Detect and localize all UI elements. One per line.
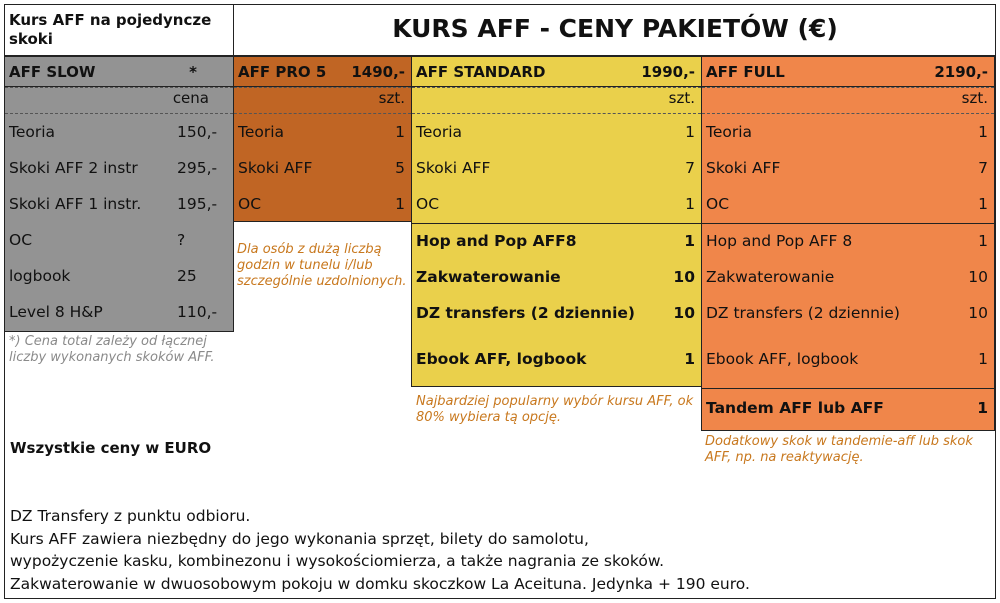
- list-item: [702, 117, 994, 147]
- list-item: [5, 153, 233, 183]
- package-aff-pro-5: [233, 56, 412, 222]
- pro5-note: Dla osób z dużą liczbą godzin w tunelu i/lub szczególnie uzdolnionych.: [237, 242, 407, 289]
- list-item: [702, 262, 994, 292]
- item-value: 1: [395, 123, 405, 141]
- item-label: OC: [706, 195, 730, 213]
- item-value: 195,-: [177, 195, 218, 213]
- item-label: Skoki AFF: [238, 159, 313, 177]
- item-label: Ebook AFF, logbook: [706, 350, 859, 368]
- standard-note: Najbardziej popularny wybór kursu AFF, ok 80% wybiera tą opcję.: [416, 394, 694, 425]
- list-item: [5, 297, 233, 327]
- list-item: [702, 226, 994, 256]
- item-value: 10: [673, 268, 695, 286]
- list-item: [5, 117, 233, 147]
- item-label: Teoria: [238, 123, 285, 141]
- item-value: 1: [685, 195, 695, 213]
- list-item: [702, 344, 994, 374]
- list-item: [412, 344, 701, 374]
- item-label: OC: [9, 231, 33, 249]
- item-value: 1: [978, 232, 988, 250]
- dashed-divider: [5, 113, 233, 114]
- list-item: [412, 262, 701, 292]
- item-label: DZ transfers (2 dziennie): [416, 304, 635, 322]
- list-item: [412, 298, 701, 328]
- list-item: [412, 226, 701, 256]
- item-label: logbook: [9, 267, 71, 285]
- item-value: 25: [177, 267, 197, 285]
- item-label: Zakwaterowanie: [706, 268, 835, 286]
- item-label: Teoria: [706, 123, 753, 141]
- section-divider: [412, 223, 701, 224]
- item-value: 150,-: [177, 123, 218, 141]
- item-label: Teoria: [416, 123, 463, 141]
- list-item: [702, 298, 994, 328]
- package-header: [234, 57, 411, 87]
- package-price: 1490,-: [351, 62, 405, 81]
- item-value: 10: [673, 304, 695, 322]
- package-name: AFF SLOW: [9, 62, 96, 81]
- list-item: [412, 153, 701, 183]
- list-item: [5, 189, 233, 219]
- list-item: [702, 153, 994, 183]
- column-unit: cena: [172, 89, 209, 107]
- item-label: Zakwaterowanie: [416, 268, 561, 286]
- item-value: 1: [978, 350, 988, 368]
- item-value: 1: [978, 123, 988, 141]
- dashed-divider: [702, 113, 994, 114]
- column-unit: szt.: [668, 89, 695, 107]
- package-price: 2190,-: [934, 62, 988, 81]
- item-label: Skoki AFF: [416, 159, 491, 177]
- column-unit: szt.: [378, 89, 405, 107]
- package-name: AFF PRO 5: [238, 62, 327, 81]
- item-value: 295,-: [177, 159, 218, 177]
- left-title: Kurs AFF na pojedyncze skoki: [9, 11, 212, 48]
- item-label: Level 8 H&P: [9, 303, 103, 321]
- list-item: [412, 189, 701, 219]
- item-value: 7: [685, 159, 695, 177]
- item-value: 1: [684, 232, 695, 250]
- item-label: Skoki AFF: [706, 159, 781, 177]
- list-item: [702, 189, 994, 219]
- footer-line: DZ Transfery z punktu odbioru.: [10, 507, 251, 525]
- item-value: 1: [395, 195, 405, 213]
- item-label: Skoki AFF 2 instr: [9, 159, 138, 177]
- item-value: 1: [977, 399, 988, 417]
- list-item: [234, 153, 411, 183]
- footer-line: wypożyczenie kasku, kombinezonu i wysokościomierza, a także nagrania ze skoków.: [10, 552, 664, 570]
- package-header: [5, 57, 233, 87]
- list-item: [5, 225, 233, 255]
- package-price: 1990,-: [641, 62, 695, 81]
- footer-line: Kurs AFF zawiera niezbędny do jego wykonania sprzęt, bilety do samolotu,: [10, 529, 589, 548]
- item-label: Ebook AFF, logbook: [416, 350, 587, 368]
- package-header: [412, 57, 701, 87]
- column-unit: szt.: [961, 89, 988, 107]
- item-value: ?: [177, 231, 186, 249]
- item-value: 5: [395, 159, 405, 177]
- item-label: Tandem AFF lub AFF: [706, 399, 884, 417]
- list-item: [5, 261, 233, 291]
- full-note: Dodatkowy skok w tandemie-aff lub skok AFF, np. na reaktywację.: [705, 434, 973, 465]
- package-aff-slow: [4, 56, 234, 332]
- package-name: AFF FULL: [706, 62, 785, 81]
- item-value: 1: [685, 123, 695, 141]
- list-item: [234, 117, 411, 147]
- item-value: 1: [684, 350, 695, 368]
- dashed-divider: [234, 87, 411, 88]
- list-item: [234, 189, 411, 219]
- package-aff-standard: [411, 56, 702, 387]
- item-label: Hop and Pop AFF 8: [706, 232, 853, 250]
- item-value: 1: [978, 195, 988, 213]
- dashed-divider: [412, 87, 701, 88]
- footnote-mark: *: [189, 62, 197, 81]
- dashed-divider: [234, 113, 411, 114]
- slow-footnote: *) Cena total zależy od łącznej liczby wykonanych skoków AFF.: [9, 334, 215, 365]
- item-label: OC: [238, 195, 262, 213]
- section-divider: [702, 223, 994, 224]
- footer-line: Zakwaterowanie w dwuosobowym pokoju w domku skoczkow La Aceituna. Jedynka + 190 euro.: [10, 574, 750, 593]
- item-label: Skoki AFF 1 instr.: [9, 195, 142, 213]
- package-header: [702, 57, 994, 87]
- currency-note: Wszystkie ceny w EURO: [10, 439, 212, 457]
- page-title: KURS AFF - CENY PAKIETÓW (€): [392, 14, 838, 43]
- item-value: 10: [968, 304, 988, 322]
- list-item: [702, 393, 994, 423]
- package-name: AFF STANDARD: [416, 62, 546, 81]
- item-value: 10: [968, 268, 988, 286]
- dashed-divider: [412, 113, 701, 114]
- footer-text: [10, 505, 990, 595]
- item-value: 7: [978, 159, 988, 177]
- item-label: Hop and Pop AFF8: [416, 232, 577, 250]
- dashed-divider: [702, 87, 994, 88]
- item-label: Teoria: [9, 123, 56, 141]
- item-value: 110,-: [177, 303, 218, 321]
- section-divider: [702, 388, 994, 389]
- list-item: [412, 117, 701, 147]
- dashed-divider: [5, 87, 233, 88]
- item-label: DZ transfers (2 dziennie): [706, 304, 900, 322]
- item-label: OC: [416, 195, 440, 213]
- package-aff-full: [701, 56, 995, 431]
